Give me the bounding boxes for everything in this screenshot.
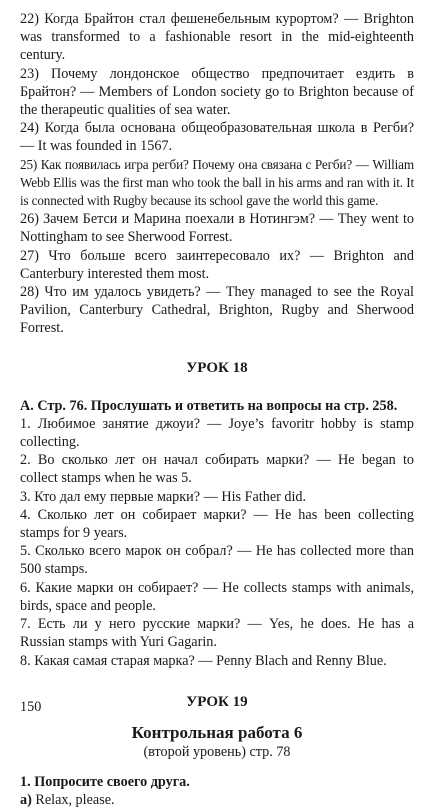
test-title: Контрольная работа 6 (131, 722, 303, 742)
answer-28: 28) Что им удалось увидеть? — They managed to see the Royal Pavilion, Canterbury Cathedral, Brighton, Rugby and Sherwood Forrest. (20, 284, 414, 337)
answer-24: 24) Когда была основана общеобразовательная школа в Регби? — It was founded in 1567. (20, 120, 414, 155)
section-a-heading: А. Стр. 76. Прослушать и ответить на вопросы на стр. 258. (20, 397, 398, 414)
lesson-18-answer-1: 1. Любимое занятие джоуи? — Joye’s favoritr hobby is stamp collecting. (20, 415, 414, 451)
document-page (20, 10, 414, 809)
lesson-18-answer-8: 8. Какая самая старая марка? — Penny Blach and Renny Blue. (20, 652, 387, 669)
answer-26: 26) Зачем Бетси и Марина поехали в Нотингэм? — They went to Nottingham to see Sherwood Forrest. (20, 211, 414, 246)
page-number: 150 (20, 699, 42, 715)
answer-23: 23) Почему лондонское общество предпочитает ездить в Брайтон? — Members of London society go to Brighton because of the therapeutic qualities of sea water. (20, 65, 414, 119)
lesson-18-answer-3: 3. Кто дал ему первые марки? — His Father did. (20, 488, 307, 505)
lesson-18-heading: УРОК 18 (186, 359, 248, 376)
task-1-answer-a (20, 791, 414, 809)
test-subtitle: (второй уровень) стр. 78 (143, 743, 291, 760)
answer-a-label: а) (20, 791, 32, 808)
lesson-18-answer-4: 4. Сколько лет он собирает марки? — He has been collecting stamps for 9 years. (20, 506, 414, 542)
lesson-18-answers (20, 415, 414, 670)
lesson-18-answer-6: 6. Какие марки он собирает? — He collects stamps with animals, birds, space and people. (20, 579, 414, 614)
answer-25: 25) Как появилась игра регби? Почему она связана с Регби? — William Webb Ellis was the first man who took the ball in his arms and ran with it. It is connected with Rugby because its school gave the world this game. (20, 156, 414, 209)
lesson-19-heading: УРОК 19 (186, 693, 248, 710)
answer-22: 22) Когда Брайтон стал фешенебельным курортом? — Brighton was transformed to a fashionable resort in the mid-eighteenth century. (20, 11, 414, 64)
lesson-18-answer-7: 7. Есть ли у него русские марки? — Yes, he does. He has a Russian stamps with Yuri Gagarin. (20, 616, 414, 651)
answer-a-text: Relax, please. (31, 791, 115, 808)
task-1-heading: 1. Попросите своего друга. (20, 773, 190, 790)
lesson-18-answer-2: 2. Во сколько лет он начал собирать марки? — He began to collect stamps when he was 5. (20, 452, 414, 487)
lesson-18-answer-5: 5. Сколько всего марок он собрал? — He has collected more than 500 stamps. (20, 543, 414, 578)
answers-22-28 (20, 10, 414, 338)
answer-27: 27) Что больше всего заинтересовало их? — Brighton and Canterbury interested them most. (20, 247, 414, 282)
